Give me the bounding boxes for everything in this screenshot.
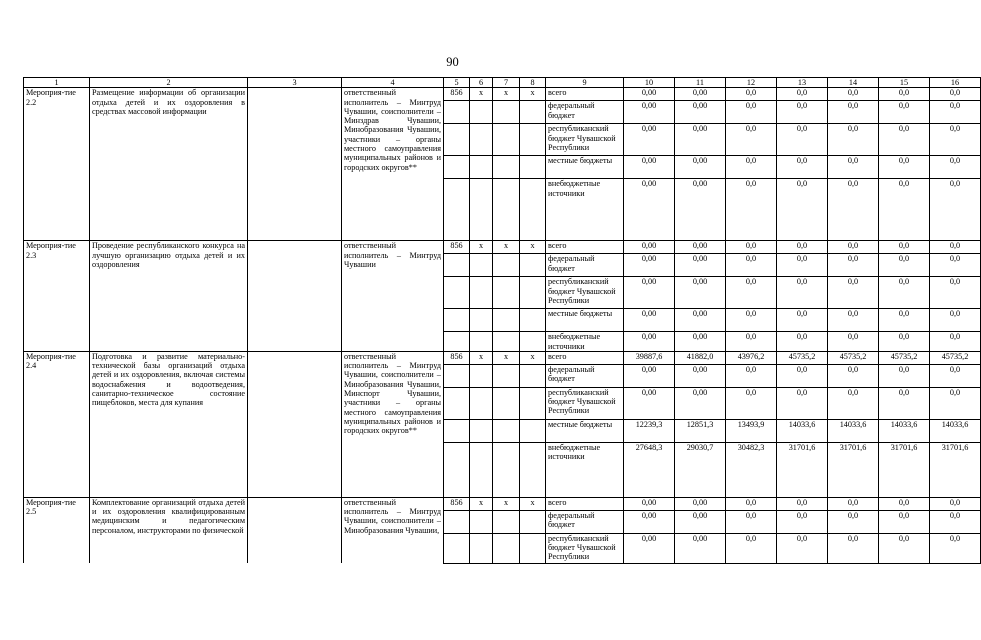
value-cell: 0,00 — [675, 241, 726, 254]
value-cell: 0,0 — [726, 387, 777, 419]
measure-code-cell: Мероприя-тие 2.5 — [24, 497, 90, 563]
value-cell: 0,0 — [777, 179, 828, 241]
value-cell: 0,0 — [930, 179, 981, 241]
value-cell: 0,0 — [828, 364, 879, 387]
funding-source-cell: республиканский бюджет Чувашской Республики — [546, 277, 624, 309]
value-cell: 0,00 — [624, 241, 675, 254]
value-cell: 0,00 — [624, 101, 675, 124]
vr-cell: x — [520, 497, 546, 510]
value-cell: 0,00 — [624, 254, 675, 277]
value-cell: 14033,6 — [930, 419, 981, 442]
empty-cell — [470, 179, 493, 241]
funding-source-cell: федеральный бюджет — [546, 254, 624, 277]
value-cell: 0,0 — [828, 332, 879, 352]
value-cell: 29030,7 — [675, 442, 726, 497]
value-cell: 0,00 — [675, 124, 726, 156]
grbs-cell: 856 — [444, 497, 470, 510]
value-cell: 0,00 — [675, 156, 726, 179]
empty-cell — [444, 442, 470, 497]
value-cell: 0,0 — [828, 156, 879, 179]
funding-source-cell: местные бюджеты — [546, 309, 624, 332]
value-cell: 13493,9 — [726, 419, 777, 442]
value-cell: 0,0 — [777, 510, 828, 533]
value-cell: 0,0 — [777, 101, 828, 124]
value-cell: 0,0 — [726, 88, 777, 101]
measure-name-cell: Проведение республиканского конкурса на лучшую организацию отдыха детей и их оздоровления — [90, 241, 248, 352]
funding-source-cell: федеральный бюджет — [546, 510, 624, 533]
value-cell: 0,0 — [726, 364, 777, 387]
executor-cell: ответственный исполнитель – Минтруд Чувашии — [342, 241, 444, 352]
value-cell: 0,0 — [777, 332, 828, 352]
value-cell: 0,00 — [675, 309, 726, 332]
empty-cell — [470, 533, 493, 563]
table-body — [24, 78, 981, 564]
funding-source-cell: местные бюджеты — [546, 156, 624, 179]
value-cell: 0,0 — [930, 101, 981, 124]
empty-cell — [520, 156, 546, 179]
funding-source-cell: республиканский бюджет Чувашской Республики — [546, 533, 624, 563]
value-cell: 30482,3 — [726, 442, 777, 497]
vr-cell: x — [520, 351, 546, 364]
value-cell: 0,0 — [930, 254, 981, 277]
value-cell: 0,00 — [624, 533, 675, 563]
empty-cell — [493, 309, 520, 332]
value-cell: 0,00 — [675, 277, 726, 309]
column-header: 3 — [248, 78, 342, 88]
empty-cell — [493, 510, 520, 533]
column-header: 13 — [777, 78, 828, 88]
empty-cell — [444, 124, 470, 156]
measure-name-cell: Подготовка и развитие материально-технической базы организаций отдыха детей и их оздоровления, включая системы водоснабжения и водоотведения, санитарно-техническое состояние пищеблоков, места для купания — [90, 351, 248, 497]
value-cell: 0,00 — [624, 124, 675, 156]
value-cell: 0,0 — [777, 277, 828, 309]
value-cell: 0,0 — [828, 497, 879, 510]
vr-cell: x — [520, 241, 546, 254]
value-cell: 0,0 — [726, 241, 777, 254]
empty-cell — [493, 254, 520, 277]
column-header: 9 — [546, 78, 624, 88]
value-cell: 0,0 — [726, 332, 777, 352]
value-cell: 0,0 — [930, 88, 981, 101]
value-cell: 0,0 — [879, 101, 930, 124]
empty-cell — [493, 533, 520, 563]
funding-source-cell: федеральный бюджет — [546, 364, 624, 387]
value-cell: 0,0 — [777, 156, 828, 179]
value-cell: 0,00 — [675, 101, 726, 124]
empty-cell — [444, 309, 470, 332]
empty-cell — [520, 364, 546, 387]
empty-cell — [520, 254, 546, 277]
rzpr-cell: x — [470, 351, 493, 364]
value-cell: 0,0 — [930, 510, 981, 533]
empty-cell — [493, 156, 520, 179]
value-cell: 0,0 — [930, 364, 981, 387]
csr-cell: x — [493, 351, 520, 364]
empty-cell — [470, 309, 493, 332]
value-cell: 0,0 — [879, 309, 930, 332]
empty-cell — [520, 179, 546, 241]
empty-cell — [493, 101, 520, 124]
empty-cell — [470, 124, 493, 156]
funding-source-cell: республиканский бюджет Чувашской Республики — [546, 387, 624, 419]
value-cell: 0,0 — [777, 88, 828, 101]
empty-cell — [520, 533, 546, 563]
funding-source-cell: внебюджетные источники — [546, 179, 624, 241]
value-cell: 0,0 — [726, 101, 777, 124]
funding-source-cell: всего — [546, 497, 624, 510]
table-row — [24, 88, 981, 101]
value-cell: 0,0 — [828, 533, 879, 563]
measure-name-cell: Размещение информации об организации отдыха детей и их оздоровления в средствах массовой информации — [90, 88, 248, 241]
column-header: 4 — [342, 78, 444, 88]
value-cell: 0,0 — [930, 241, 981, 254]
empty-cell — [470, 156, 493, 179]
empty-cell — [444, 179, 470, 241]
value-cell: 45735,2 — [828, 351, 879, 364]
executor-cell: ответственный исполнитель – Минтруд Чувашии, соисполнители – Минобразования Чувашии, Минспорт Чувашии, участники – органы местного самоуправления муниципальных районов и городских округов** — [342, 351, 444, 497]
value-cell: 0,0 — [828, 309, 879, 332]
empty-cell — [444, 387, 470, 419]
empty-cell — [470, 510, 493, 533]
value-cell: 0,0 — [828, 241, 879, 254]
value-cell: 0,0 — [828, 277, 879, 309]
empty-cell — [470, 364, 493, 387]
empty-cell — [520, 387, 546, 419]
rzpr-cell: x — [470, 88, 493, 101]
value-cell: 0,0 — [930, 156, 981, 179]
measure-code-cell: Мероприя-тие 2.3 — [24, 241, 90, 352]
vr-cell: x — [520, 88, 546, 101]
csr-cell: x — [493, 241, 520, 254]
value-cell: 0,00 — [675, 332, 726, 352]
value-cell: 0,00 — [624, 497, 675, 510]
value-cell: 0,0 — [726, 124, 777, 156]
funding-source-cell: республиканский бюджет Чувашской Республики — [546, 124, 624, 156]
value-cell: 0,0 — [930, 124, 981, 156]
empty-cell — [520, 309, 546, 332]
value-cell: 0,0 — [828, 124, 879, 156]
value-cell: 0,0 — [879, 497, 930, 510]
empty-cell — [520, 124, 546, 156]
funding-source-cell: местные бюджеты — [546, 419, 624, 442]
empty-cell — [444, 254, 470, 277]
empty-cell — [493, 124, 520, 156]
column-header: 15 — [879, 78, 930, 88]
value-cell: 0,0 — [930, 387, 981, 419]
empty-cell — [444, 364, 470, 387]
value-cell: 31701,6 — [828, 442, 879, 497]
csr-cell: x — [493, 497, 520, 510]
value-cell: 0,0 — [879, 241, 930, 254]
value-cell: 0,0 — [777, 364, 828, 387]
table-row — [24, 351, 981, 364]
funding-source-cell: внебюджетные источники — [546, 332, 624, 352]
value-cell: 27648,3 — [624, 442, 675, 497]
funding-source-cell: всего — [546, 351, 624, 364]
empty-cell — [520, 332, 546, 352]
value-cell: 0,0 — [777, 124, 828, 156]
empty-cell — [248, 241, 342, 352]
value-cell: 0,00 — [624, 156, 675, 179]
value-cell: 0,0 — [726, 254, 777, 277]
column-header: 14 — [828, 78, 879, 88]
value-cell: 0,00 — [624, 179, 675, 241]
column-header: 10 — [624, 78, 675, 88]
empty-cell — [248, 497, 342, 563]
value-cell: 0,0 — [828, 254, 879, 277]
value-cell: 14033,6 — [777, 419, 828, 442]
measure-code-cell: Мероприя-тие 2.2 — [24, 88, 90, 241]
value-cell: 0,0 — [879, 364, 930, 387]
value-cell: 0,0 — [879, 387, 930, 419]
rzpr-cell: x — [470, 241, 493, 254]
value-cell: 0,0 — [930, 497, 981, 510]
value-cell: 0,0 — [828, 88, 879, 101]
value-cell: 0,0 — [726, 309, 777, 332]
csr-cell: x — [493, 88, 520, 101]
measure-code-cell: Мероприя-тие 2.4 — [24, 351, 90, 497]
value-cell: 0,00 — [675, 533, 726, 563]
column-header: 5 — [444, 78, 470, 88]
empty-cell — [444, 277, 470, 309]
value-cell: 0,0 — [879, 124, 930, 156]
column-header: 16 — [930, 78, 981, 88]
value-cell: 41882,0 — [675, 351, 726, 364]
value-cell: 0,0 — [930, 277, 981, 309]
empty-cell — [248, 88, 342, 241]
empty-cell — [470, 277, 493, 309]
empty-cell — [493, 364, 520, 387]
empty-cell — [444, 101, 470, 124]
value-cell: 31701,6 — [930, 442, 981, 497]
column-header: 1 — [24, 78, 90, 88]
empty-cell — [470, 442, 493, 497]
empty-cell — [493, 179, 520, 241]
value-cell: 0,0 — [777, 309, 828, 332]
value-cell: 0,0 — [879, 510, 930, 533]
value-cell: 0,00 — [675, 510, 726, 533]
value-cell: 0,0 — [726, 510, 777, 533]
column-header: 6 — [470, 78, 493, 88]
value-cell: 0,0 — [879, 88, 930, 101]
column-number-header-row — [24, 78, 981, 88]
empty-cell — [520, 442, 546, 497]
value-cell: 43976,2 — [726, 351, 777, 364]
measure-name-cell: Комплектование организаций отдыха детей и их оздоровления квалифицированным медицинским и педагогическим персоналом, инструкторами по физической — [90, 497, 248, 563]
value-cell: 0,00 — [624, 510, 675, 533]
value-cell: 0,0 — [726, 156, 777, 179]
empty-cell — [444, 156, 470, 179]
funding-source-cell: федеральный бюджет — [546, 101, 624, 124]
value-cell: 0,0 — [930, 309, 981, 332]
empty-cell — [470, 419, 493, 442]
column-header: 11 — [675, 78, 726, 88]
empty-cell — [470, 332, 493, 352]
value-cell: 0,0 — [879, 332, 930, 352]
value-cell: 45735,2 — [930, 351, 981, 364]
value-cell: 0,0 — [726, 277, 777, 309]
value-cell: 0,00 — [675, 497, 726, 510]
empty-cell — [248, 351, 342, 497]
value-cell: 0,00 — [624, 309, 675, 332]
program-measures-table — [23, 77, 981, 564]
value-cell: 0,00 — [675, 88, 726, 101]
empty-cell — [444, 533, 470, 563]
value-cell: 31701,6 — [777, 442, 828, 497]
value-cell: 0,0 — [930, 533, 981, 563]
value-cell: 39887,6 — [624, 351, 675, 364]
value-cell: 0,00 — [624, 88, 675, 101]
executor-cell: ответственный исполнитель – Минтруд Чувашии, соисполнители – Минздрав Чувашии, Минобразования Чувашии, участники – органы местного самоуправления муниципальных районов и городских округов** — [342, 88, 444, 241]
value-cell: 0,0 — [777, 387, 828, 419]
value-cell: 0,00 — [675, 387, 726, 419]
funding-source-cell: всего — [546, 88, 624, 101]
empty-cell — [470, 387, 493, 419]
value-cell: 31701,6 — [879, 442, 930, 497]
empty-cell — [520, 419, 546, 442]
column-header: 8 — [520, 78, 546, 88]
table-row — [24, 241, 981, 254]
empty-cell — [493, 387, 520, 419]
executor-cell: ответственный исполнитель – Минтруд Чувашии, соисполнители – Минобразования Чувашии, — [342, 497, 444, 563]
value-cell: 0,0 — [726, 179, 777, 241]
column-header: 12 — [726, 78, 777, 88]
column-header: 2 — [90, 78, 248, 88]
value-cell: 0,0 — [726, 533, 777, 563]
grbs-cell: 856 — [444, 241, 470, 254]
value-cell: 0,0 — [828, 510, 879, 533]
value-cell: 14033,6 — [828, 419, 879, 442]
funding-source-cell: всего — [546, 241, 624, 254]
value-cell: 0,00 — [624, 332, 675, 352]
rzpr-cell: x — [470, 497, 493, 510]
empty-cell — [493, 442, 520, 497]
value-cell: 0,00 — [624, 387, 675, 419]
empty-cell — [493, 332, 520, 352]
value-cell: 0,0 — [828, 101, 879, 124]
value-cell: 0,0 — [726, 497, 777, 510]
value-cell: 0,00 — [624, 277, 675, 309]
page-number: 90 — [446, 55, 459, 69]
empty-cell — [493, 419, 520, 442]
empty-cell — [444, 510, 470, 533]
column-header: 7 — [493, 78, 520, 88]
value-cell: 0,00 — [624, 364, 675, 387]
value-cell: 45735,2 — [777, 351, 828, 364]
table-row — [24, 497, 981, 510]
value-cell: 45735,2 — [879, 351, 930, 364]
value-cell: 14033,6 — [879, 419, 930, 442]
value-cell: 12851,3 — [675, 419, 726, 442]
grbs-cell: 856 — [444, 88, 470, 101]
empty-cell — [520, 101, 546, 124]
value-cell: 0,0 — [777, 254, 828, 277]
value-cell: 0,0 — [828, 387, 879, 419]
value-cell: 0,0 — [777, 241, 828, 254]
empty-cell — [444, 332, 470, 352]
value-cell: 0,0 — [777, 533, 828, 563]
value-cell: 0,00 — [675, 254, 726, 277]
value-cell: 0,0 — [879, 533, 930, 563]
empty-cell — [493, 277, 520, 309]
empty-cell — [444, 419, 470, 442]
value-cell: 0,0 — [930, 332, 981, 352]
empty-cell — [470, 101, 493, 124]
value-cell: 0,00 — [675, 179, 726, 241]
grbs-cell: 856 — [444, 351, 470, 364]
value-cell: 0,0 — [879, 254, 930, 277]
value-cell: 0,0 — [879, 277, 930, 309]
value-cell: 12239,3 — [624, 419, 675, 442]
value-cell: 0,00 — [675, 364, 726, 387]
value-cell: 0,0 — [879, 156, 930, 179]
value-cell: 0,0 — [777, 497, 828, 510]
empty-cell — [520, 510, 546, 533]
value-cell: 0,0 — [879, 179, 930, 241]
value-cell: 0,0 — [828, 179, 879, 241]
empty-cell — [520, 277, 546, 309]
empty-cell — [470, 254, 493, 277]
funding-source-cell: внебюджетные источники — [546, 442, 624, 497]
